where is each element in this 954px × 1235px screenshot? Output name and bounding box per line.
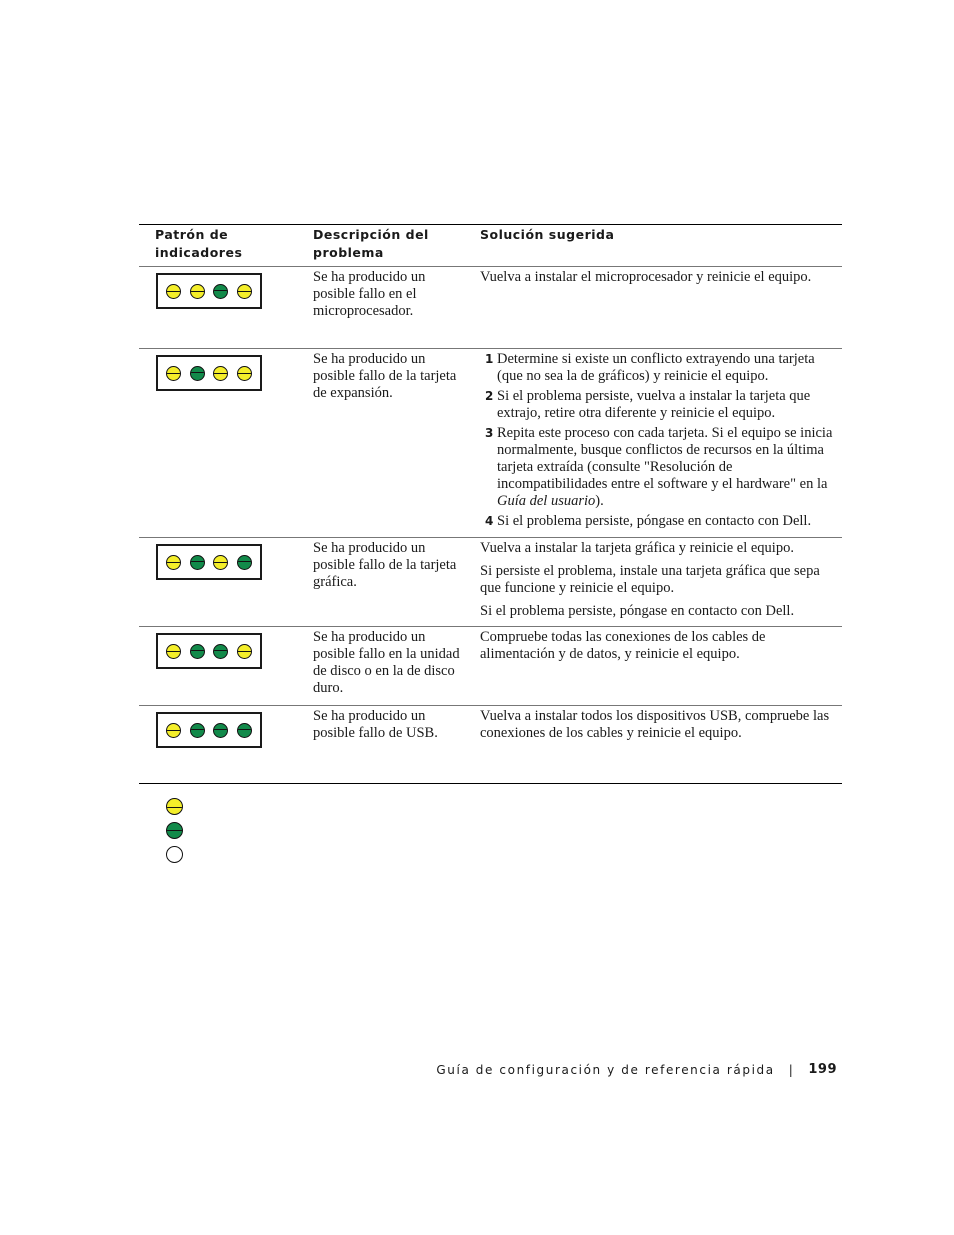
legend-led-yellow-icon <box>166 798 183 815</box>
step-text: Determine si existe un conflicto extrayendo una tarjeta (que no sea la de gráficos) y reinicie el equipo. <box>497 351 815 384</box>
solution-step <box>480 425 838 510</box>
led-icon <box>190 723 205 738</box>
footer-separator: | <box>788 1062 795 1077</box>
suggested-solution <box>480 708 838 748</box>
page-number: 199 <box>808 1062 837 1077</box>
led-icon <box>166 284 181 299</box>
indicator-panel <box>156 544 262 580</box>
legend-led-green-icon <box>166 822 183 839</box>
legend-led-off-icon <box>166 846 183 863</box>
solution-paragraph: Vuelva a instalar la tarjeta gráfica y reinicie el equipo. <box>480 540 794 556</box>
header-solution: Solución sugerida <box>480 227 615 242</box>
table-bottom-rule <box>139 783 842 784</box>
solution-paragraph: Vuelva a instalar todos los dispositivos USB, compruebe las conexiones de los cables y reinicie el equipo. <box>480 708 830 741</box>
suggested-solution <box>480 540 838 626</box>
led-icon <box>237 644 252 659</box>
solution-steps <box>480 351 838 533</box>
table-row <box>139 537 842 627</box>
table-row <box>139 626 842 706</box>
table-row <box>139 348 842 538</box>
indicator-panel <box>156 355 262 391</box>
step-text: Si el problema persiste, póngase en contacto con Dell. <box>497 513 812 529</box>
step-number: 4 <box>485 514 494 528</box>
solution-paragraph: Si persiste el problema, instale una tarjeta gráfica que sepa que funcione y reinicie el equipo. <box>480 563 820 596</box>
led-icon <box>237 366 252 381</box>
led-icon <box>166 723 181 738</box>
indicator-panel <box>156 712 262 748</box>
step-text: Si el problema persiste, vuelva a instalar la tarjeta que extrajo, retire otra diferente y reinicie el equipo. <box>497 388 811 421</box>
solution-paragraph: Si el problema persiste, póngase en contacto con Dell. <box>480 603 795 619</box>
header-description: Descripción del problema <box>313 227 429 260</box>
led-icon <box>190 644 205 659</box>
step-number: 1 <box>485 352 494 366</box>
led-icon <box>237 555 252 570</box>
table-row <box>139 705 842 784</box>
step-number: 2 <box>485 389 494 403</box>
suggested-solution <box>480 269 838 292</box>
led-icon <box>237 723 252 738</box>
solution-step <box>480 351 838 385</box>
table-row <box>139 266 842 349</box>
suggested-solution <box>480 629 838 669</box>
led-icon <box>190 366 205 381</box>
page-footer <box>436 1062 837 1077</box>
led-legend <box>166 798 183 870</box>
led-icon <box>213 366 228 381</box>
problem-description: Se ha producido un posible fallo de la tarjeta de expansión. <box>313 351 457 401</box>
solution-paragraph: Compruebe todas las conexiones de los cables de alimentación y de datos, y reinicie el equipo. <box>480 629 766 662</box>
step-text-italic: Guía del usuario <box>497 493 596 509</box>
led-icon <box>213 284 228 299</box>
solution-paragraph: Vuelva a instalar el microprocesador y reinicie el equipo. <box>480 269 812 285</box>
led-icon <box>213 644 228 659</box>
led-icon <box>166 366 181 381</box>
step-number: 3 <box>485 426 494 440</box>
indicator-panel <box>156 273 262 309</box>
step-text-after: ). <box>595 493 604 509</box>
step-text: Repita este proceso con cada tarjeta. Si el equipo se inicia normalmente, busque conflictos de recursos en la última tarjeta extraída (consulte "Resolución de incompatibilidades entre el software y el hardware" en la <box>497 425 833 492</box>
led-icon <box>213 555 228 570</box>
led-icon <box>190 284 205 299</box>
indicator-panel <box>156 633 262 669</box>
problem-description: Se ha producido un posible fallo en la unidad de disco o en la de disco duro. <box>313 629 460 696</box>
problem-description: Se ha producido un posible fallo de la tarjeta gráfica. <box>313 540 457 590</box>
led-icon <box>166 644 181 659</box>
header-pattern: Patrón de indicadores <box>155 227 243 260</box>
table-top-rule <box>139 224 842 225</box>
led-icon <box>213 723 228 738</box>
guide-title: Guía de configuración y de referencia rápida <box>436 1062 775 1077</box>
problem-description: Se ha producido un posible fallo en el microprocesador. <box>313 269 426 319</box>
solution-step <box>480 388 838 422</box>
led-icon <box>237 284 252 299</box>
problem-description: Se ha producido un posible fallo de USB. <box>313 708 438 741</box>
led-icon <box>190 555 205 570</box>
solution-step <box>480 513 838 530</box>
led-icon <box>166 555 181 570</box>
